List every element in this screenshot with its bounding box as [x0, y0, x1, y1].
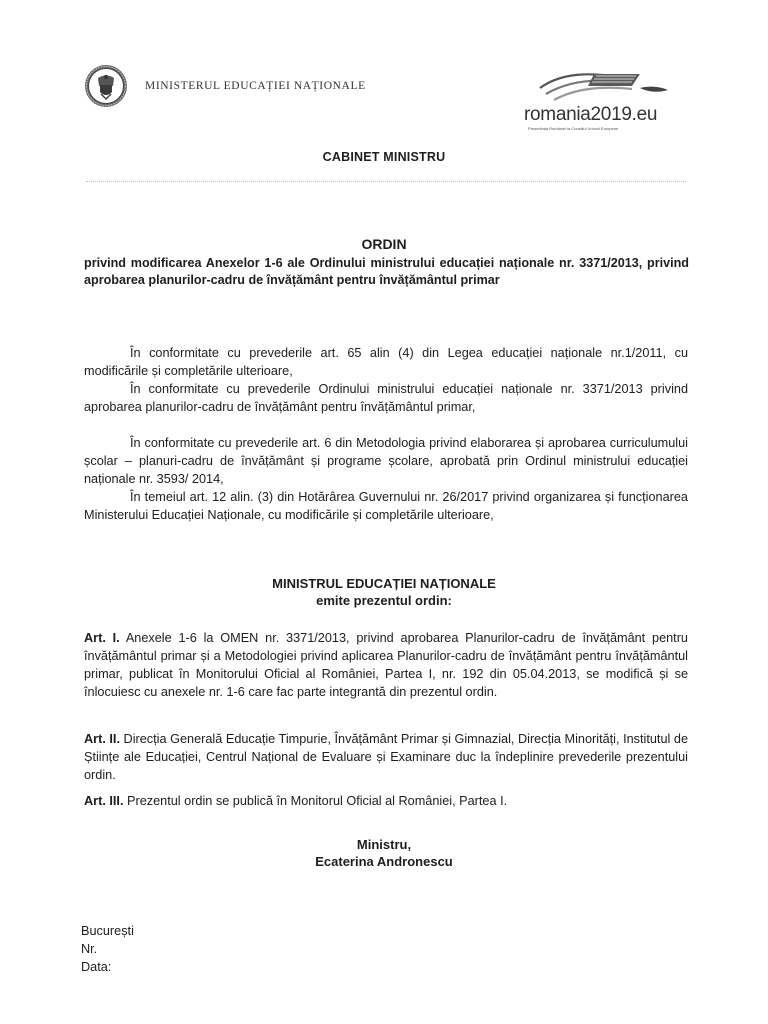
header-divider [86, 181, 686, 182]
footer-number: Nr. [81, 942, 98, 956]
preamble-paragraph: În conformitate cu prevederile art. 65 alin (4) din Legea educației naționale nr.1/2011, cu modificările și completările ulterioare, [84, 346, 688, 378]
preamble-paragraph: În conformitate cu prevederile art. 6 din Metodologia privind elaborarea și aprobarea curriculumului școlar – planuri-cadru de învățământ și programe școlare, aprobată prin Ordinul ministrului educației naționale nr. 3593/ 2014, [84, 436, 688, 486]
ministry-name: MINISTERUL EDUCAȚIEI NAȚIONALE [145, 80, 366, 92]
cabinet-heading: CABINET MINISTRU [322, 150, 446, 164]
romania2019-logo-text: romania2019.eu [524, 104, 658, 125]
article-label: Art. III. [84, 794, 124, 808]
footer-city: București [81, 924, 134, 938]
article-label: Art. II. [84, 732, 120, 746]
issuer-name: MINISTRUL EDUCAȚIEI NAȚIONALE [272, 576, 496, 591]
footer-date: Data: [81, 960, 112, 974]
article-text: Prezentul ordin se publică în Monitorul Oficial al României, Partea I. [127, 794, 508, 808]
document-title: ORDIN [361, 236, 407, 252]
preamble-paragraph: În conformitate cu prevederile Ordinului ministrului educației naționale nr. 3371/2013 privind aprobarea planurilor-cadru de învățământ pentru învățământul primar, [84, 382, 688, 414]
article-text: Anexele 1-6 la OMEN nr. 3371/2013, privind aprobarea Planurilor-cadru de învățământ pentru învățământul primar și a Metodologiei privind aplicarea Planurilor-cadru de învățământ pentru învățământul primar, publicat în Monitorului Oficial al României, Partea I, nr. 192 din 05.04.2013, se modifică și se înlocuiesc cu anexele nr. 1-6 care fac parte integrantă din prezentul ordin. [84, 631, 688, 699]
article-label: Art. I. [84, 631, 120, 645]
romania2019-wave-logo-icon [532, 66, 672, 106]
preamble-paragraph: În temeiul art. 12 alin. (3) din Hotărârea Guvernului nr. 26/2017 privind organizarea și funcționarea Ministerului Educației Naționale, cu modificările și completările ulterioare, [84, 490, 688, 522]
signature-name: Ecaterina Andronescu [315, 854, 453, 869]
article-2 [84, 730, 688, 784]
article-3 [84, 792, 688, 810]
romania2019-tagline: Președinția României la Consiliul Uniunii Europene [528, 126, 619, 131]
document-subtitle: privind modificarea Anexelor 1-6 ale Ordinului ministrului educației naționale nr. 3371/2013, privind aprobarea planurilor-cadru de învățământ pentru învățământul primar [84, 256, 689, 287]
signature-role: Ministru, [356, 837, 412, 852]
article-1 [84, 629, 688, 701]
article-text: Direcția Generală Educație Timpurie, Învățământ Primar și Gimnazial, Direcția Minorități, Institutul de Științe ale Educației, Centrul Național de Evaluare și Examinare duc la îndeplinire prevederile prezentului ordin. [84, 732, 688, 782]
issuer-action: emite prezentul ordin: [316, 593, 452, 608]
romanian-coat-of-arms-seal-icon [84, 64, 128, 108]
